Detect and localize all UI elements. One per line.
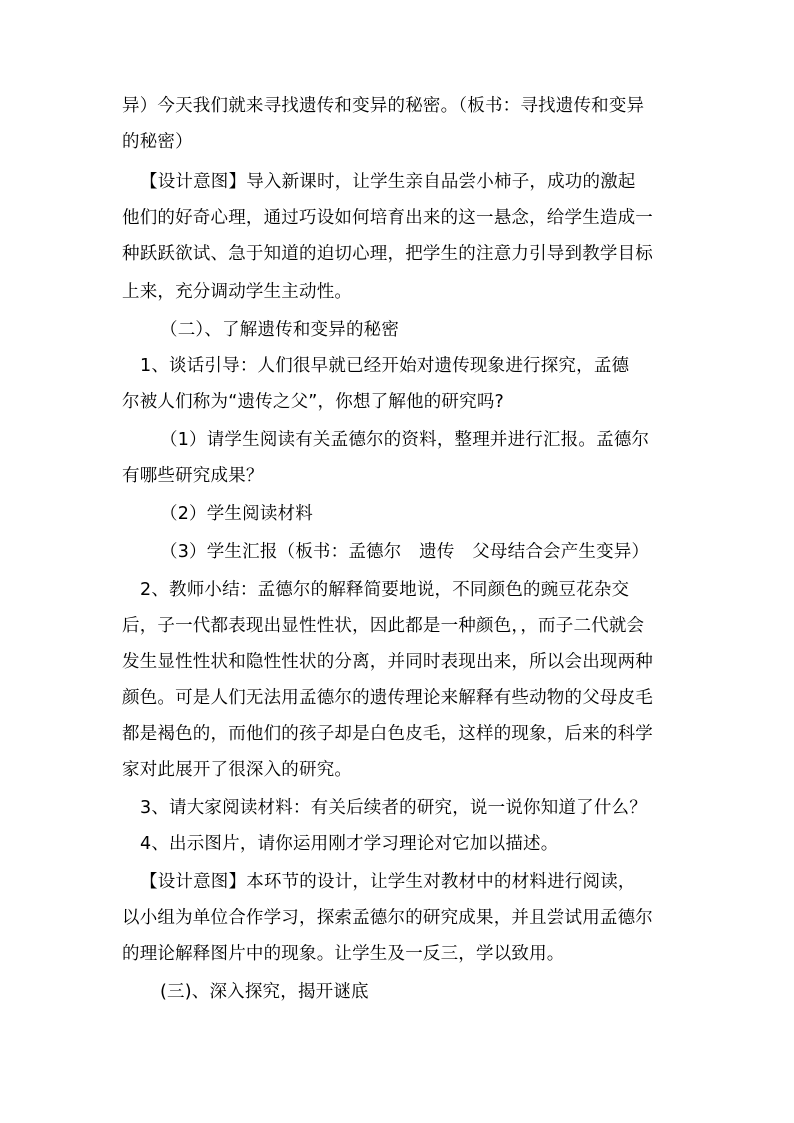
paragraph-line: 种跃跃欲试、急于知道的迫切心理，把学生的注意力引导到教学目标 bbox=[122, 244, 653, 264]
design-intent-line: 【设计意图】本环节的设计，让学生对教材中的材料进行阅读， bbox=[140, 872, 636, 892]
paragraph-line: 异）今天我们就来寻找遗传和变异的秘密。（板书：寻找遗传和变异 bbox=[122, 96, 645, 116]
paragraph-line: （3）学生汇报（板书：孟德尔 遗传 父母结合会产生变异） bbox=[160, 542, 650, 562]
paragraph-line: 他们的好奇心理，通过巧设如何培育出来的这一悬念，给学生造成一 bbox=[122, 208, 653, 228]
paragraph-line: 颜色。可是人们无法用孟德尔的遗传理论来解释有些动物的父母皮毛 bbox=[122, 688, 653, 708]
paragraph-line: 上来，充分调动学生主动性。 bbox=[122, 282, 353, 302]
paragraph-line: 后，子一代都表现出显性性状，因此都是一种颜色，，而子二代就会 bbox=[122, 616, 645, 636]
paragraph-line: 2、教师小结：孟德尔的解释简要地说，不同颜色的豌豆花杂交 bbox=[140, 580, 630, 600]
design-intent-line: 【设计意图】导入新课时，让学生亲自品尝小柿子，成功的激起 bbox=[140, 172, 636, 192]
section-heading: (三)、深入探究，揭开谜底 bbox=[160, 982, 369, 1002]
paragraph-line: 的秘密） bbox=[122, 132, 193, 152]
paragraph-line: 都是褐色的，而他们的孩子却是白色皮毛，这样的现象，后来的科学 bbox=[122, 724, 653, 744]
paragraph-line: 3、请大家阅读材料：有关后续者的研究，说一说你知道了什么？ bbox=[140, 798, 647, 818]
paragraph-line: 尔被人们称为“遗传之父”，你想了解他的研究吗? bbox=[122, 392, 505, 412]
paragraph-line: 4、出示图片，请你运用刚才学习理论对它加以描述。 bbox=[140, 834, 559, 854]
paragraph-line: 的理论解释图片中的现象。让学生及一反三，学以致用。 bbox=[122, 944, 565, 964]
paragraph-line: 发生显性性状和隐性性状的分离，并同时表现出来，所以会出现两种 bbox=[122, 652, 653, 672]
section-heading: （二）、了解遗传和变异的秘密 bbox=[160, 320, 400, 340]
paragraph-line: （2）学生阅读材料 bbox=[160, 504, 313, 524]
paragraph-line: （1）请学生阅读有关孟德尔的资料，整理并进行汇报。孟德尔 bbox=[160, 430, 650, 450]
paragraph-line: 1、谈话引导：人们很早就已经开始对遗传现象进行探究，孟德 bbox=[140, 356, 630, 376]
paragraph-line: 有哪些研究成果？ bbox=[122, 466, 264, 486]
paragraph-line: 以小组为单位合作学习，探索孟德尔的研究成果，并且尝试用孟德尔 bbox=[122, 908, 653, 928]
paragraph-line: 家对此展开了很深入的研究。 bbox=[122, 760, 353, 780]
